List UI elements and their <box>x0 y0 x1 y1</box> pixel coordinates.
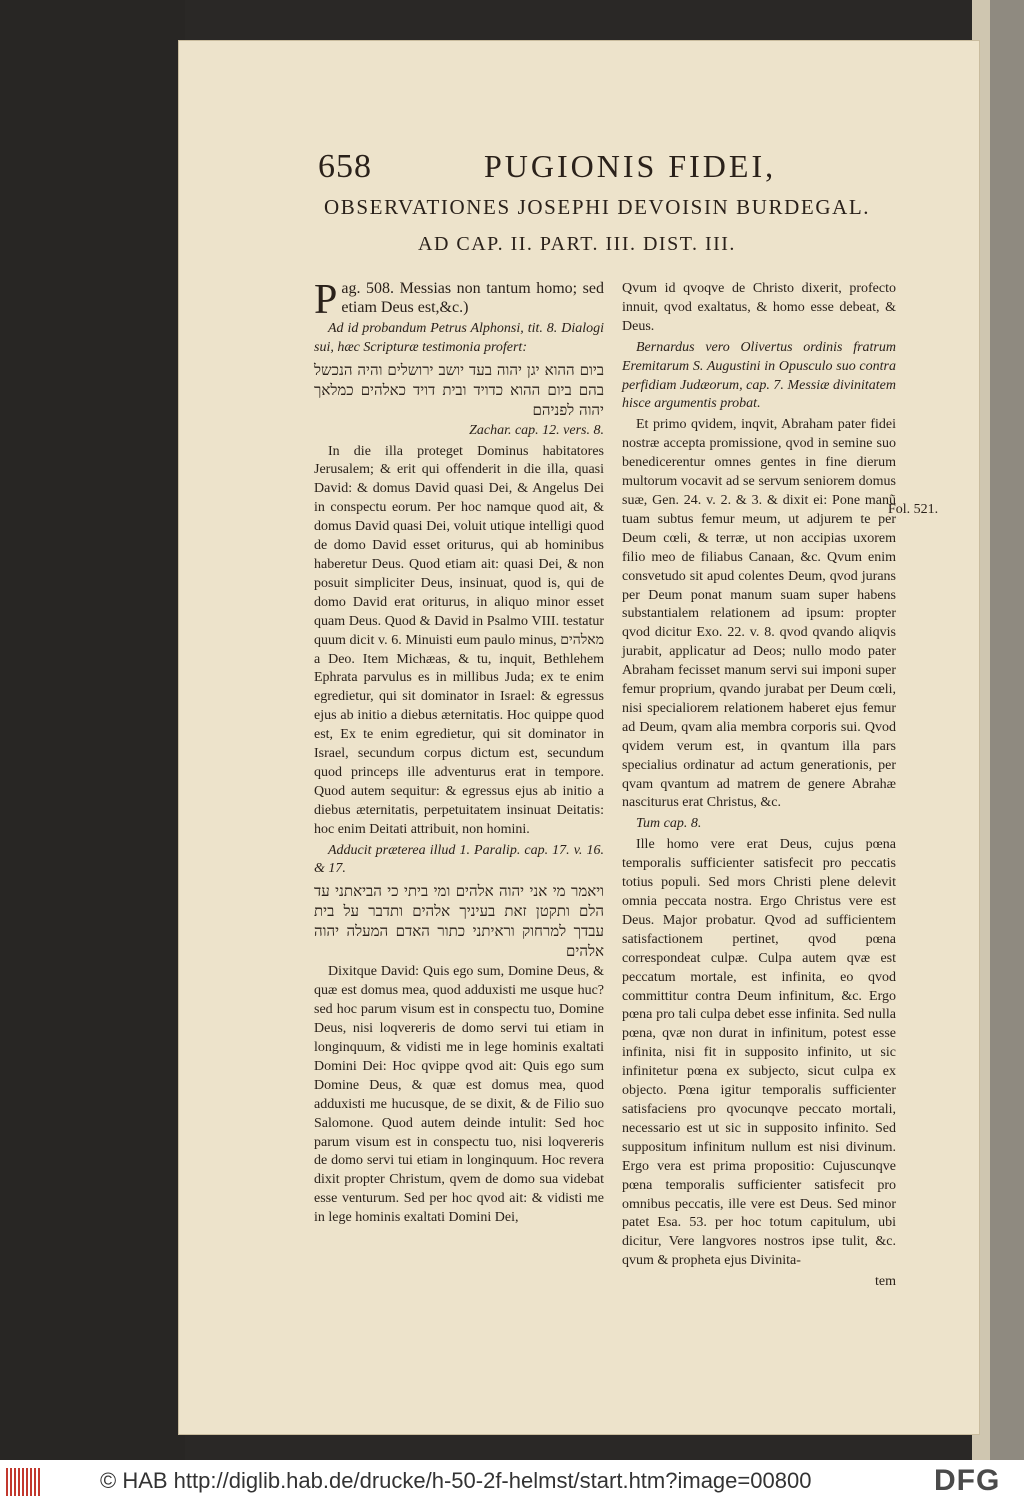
observations-heading: OBSERVATIONES JOSEPHI DEVOISIN BURDEGAL. <box>324 195 871 219</box>
left-paragraph-1-text: ag. 508. Messias non tantum homo; sed etiam Deus est,&c.) <box>341 280 604 316</box>
hab-logo-icon <box>6 1468 46 1496</box>
right-paragraph-2: Bernardus vero Olivertus ordinis fratrum Eremitarum S. Augustini in Opusculo suo contra perfidiam Judæorum, cap. 7. Messiæ divinitatem hisce argumentis probat. <box>622 339 896 412</box>
hebrew-quote-1: ביום ההוא יגן יהוה בעד יושב ירושלים והיה הנכשל בהם ביום ההוא כדויד ובית דויד כאלהים כמלאך יהוה לפניהם <box>314 360 604 419</box>
scripture-reference-1: Zachar. cap. 12. vers. 8. <box>469 422 604 438</box>
left-column <box>314 277 604 1230</box>
marginal-note: Fol. 521. <box>888 502 939 517</box>
hebrew-quote-2: ויאמר מי אני יהוה אלהים ומי ביתי כי הביאתני עד הלם ותקטן זאת בעיניך אלהים ותדבר על בית עבדך למרחוק וראיתני כתור האדם המעלה יהוה אלהים <box>314 882 604 961</box>
right-paragraph-3: Et primo qvidem, inqvit, Abraham pater fidei nostræ accepta promissione, qvod in semine suo benedicerentur omnes gentes in fine dierum multorum vocavit ad se servum seniorem domus suæ, Gen. 24. v. 2. & 3. & dixit ei: Pone manũ tuam subtus femur meum, ut adjurem te per Deum cœli, & terræ, ut non accipias uxorem filio meo de filiabus Canaan, &c. Qvum enim consvetudo sit apud colentes Deum, qvod jurans per Deum ponat manum suam super habens substantialem relationem ad ipsum: propter qvod dicitur Exo. 22. v. 8. qvod qvando aliqvis jurabit, applicatur ad Deos; nullo modo pater Abraham fecisset manum servi sui imponi super femur proprium, qvando jurabat per Deum cœli, nisi specialiorem relationem haberet ejus femur ad Deum, qvam alia membra corporis sui. Qvod qvidem verum est, in qvantum illa pars specialius ordinatur ad actum generationis, per qvam qvantum ad matrem de genere Abrahæ nasciturus erat Christus, &c. <box>622 417 896 811</box>
left-paragraph-3: In die illa proteget Dominus habitatores Jerusalem; & erit qui offenderit in die illa, quasi David: & domus David quasi Dei, & Angelus Dei in conspectu eorum. Per hoc namque quod ait, & domus David quasi Dei, voluit utique intelligi quod de domo David esset oriturus, qui ab hominibus haberetur Deus. Quod etiam ait: quasi Dei, & non posuit simpliciter Deus, insinuat, quod is, qui de domo David erat oriturus, in aliquo minor esset quam Deus. Quod & David in Psalmo VIII. testatur quum dicit v. 6. Minuisti eum paulo minus, מאלהים a Deo. Item Michæas, & tu, inquit, Bethlehem Ephrata parvulus es in millibus Juda; ex te enim egredietur, qui sit dominator in Israel: & egressus ejus ab initio a diebus æternitatis. Hoc quippe quod est, Ex te enim egredietur, qui sit dominator in Israel, secundum corpus dictum est, secundum quod princeps ille adventurus erat in tempore. Quod autem sequitur: & egressus ejus ab initio a diebus æternitatis, perpetuitatem insinuat Deitatis: hoc enim Deitati attribuit, non homini. <box>314 443 604 837</box>
dfg-logo: DFG <box>934 1464 1001 1497</box>
left-paragraph-2: Ad id probandum Petrus Alphonsi, tit. 8. Dialogi sui, hæc Scripturæ testimonia profert: <box>314 320 604 355</box>
catchword: tem <box>875 1274 896 1290</box>
left-paragraph-1 <box>314 277 604 323</box>
right-paragraph-1: Qvum id qvoqve de Christo dixerit, profecto innuit, qvod exaltatus, & homo esse debeat, & Deus. <box>622 281 896 334</box>
section-heading: AD CAP. II. PART. III. DIST. III. <box>418 233 736 255</box>
background-right <box>990 0 1024 1460</box>
copyright-url-link[interactable]: © HAB http://diglib.hab.de/drucke/h-50-2f-helmst/start.htm?image=00800 <box>100 1468 812 1493</box>
book-page <box>178 40 980 1435</box>
footer-bar <box>0 1460 1024 1504</box>
right-column <box>622 280 896 1294</box>
left-paragraph-5: Dixitque David: Quis ego sum, Domine Deus, & quæ est domus mea, quod adduxisti me usque huc? sed hoc parum visum est in conspectu tuo, Domine Deus, nisi loqvereris de domo servi tui etiam in longinquum, & vidisti me in lege hominis exaltati Domini Dei: Hoc qvippe qvod ait: Quis ego sum Domine Deus, & quæ est domus mea, quod adduxisti me hucusque, de se dixit, & de Filio suo Salomone. Quod autem deinde intulit: Sed hoc parum visum est in conspectu tuo, nisi loqvereris de domo servi tui etiam in longinquum. Hoc revera dixit propter Christum, qvem de domo sua videbat esse venturum. Sed per hoc qvod ait: & vidisti me in lege hominis exaltati Domini Dei, <box>314 964 604 1226</box>
right-paragraph-5: Ille homo vere erat Deus, cujus pœna temporalis sufficienter satisfecit pro peccatis totius populi. Sed mors Christi plene delevit omnia peccata nostra. Ergo Christus vere est Deus. Major probatur. Qvod ad sufficientem satisfactionem pertinet, qvod pœna correspondeat culpæ. Culpa autem qvæ est peccatum mortale, est infinita, eo qvod committitur contra Deum infinitum, &c. Ergo pœna pro tali culpa debet esse infinita. Sed nulla pœna, qvæ non durat in infinitum, potest esse infinita, nisi fit in supposito infinito, ut sic infinitetur pœna ex subjecto, sicut culpa ex objecto. Pœna igitur temporalis sufficienter satisfaciens pro qvocunqve peccato mortali, necessario est ut sic in supposito infinito. Sed suppositum infinitum nullum est nisi divinum. Ergo vera est prima propositio: Cujuscunqve pœna temporalis sufficienter satisfecit pro omnibus peccatis, ille vere est Deus. Sed minor patet Esa. 53. per hoc totum capitulum, ubi dicitur, Vere langvores nostros ipse tulit, &c. qvum & propheta ejus Divinita- <box>622 837 896 1269</box>
background-left <box>0 0 185 1460</box>
drop-cap: P <box>314 277 338 323</box>
right-paragraph-4: Tum cap. 8. <box>636 816 702 832</box>
running-title: PUGIONIS FIDEI, <box>484 148 777 184</box>
left-paragraph-4: Adducit præterea illud 1. Paralip. cap. 17. v. 16. & 17. <box>314 842 604 877</box>
page-number: 658 <box>318 148 372 185</box>
